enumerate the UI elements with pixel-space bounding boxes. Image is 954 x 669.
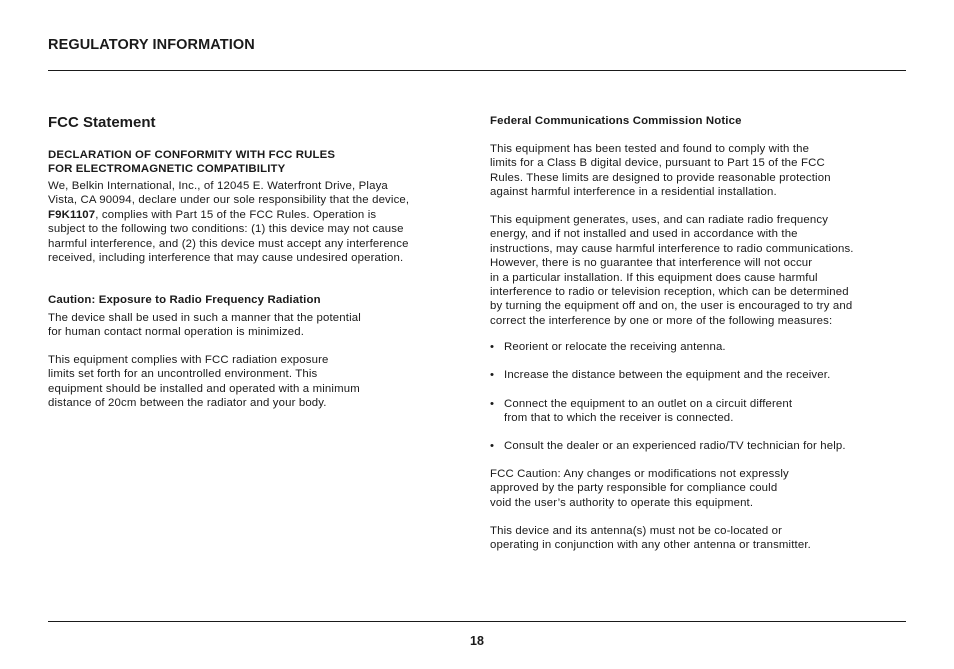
- bullet-text: Consult the dealer or an experienced radio/TV technician for help.: [504, 440, 846, 452]
- declaration-line-2: Vista, CA 90094, declare under our sole responsibility that the device,: [48, 194, 410, 207]
- bullet-text: Reorient or relocate the receiving antenna.: [504, 341, 726, 353]
- footer-divider: [48, 621, 906, 622]
- bullet-icon: •: [490, 341, 495, 353]
- notice-paragraph-2: This equipment generates, uses, and can radiate radio frequency energy, and if not installed and used in accordance with the instructions, may cause harmful interference to radio communications. However, there is no guarantee that interference will not occur in a particular installation. If this equipment does cause harmful interference to radio or television reception, which can be determined by turning the equipment off and on, the user is encouraged to try and correct the interference by one or more of the following measures:: [490, 214, 854, 327]
- bullet-text: Increase the distance between the equipment and the receiver.: [504, 369, 831, 381]
- declaration-rest: subject to the following two conditions: (1) this device may not cause harmful interference, and (2) this device must accept any interference received, including interference that may cause undesired operation.: [48, 223, 409, 264]
- notice-heading: Federal Communications Commission Notice: [490, 115, 742, 127]
- device-model: F9K1107: [48, 208, 96, 221]
- header-divider: [48, 70, 906, 71]
- bullet-text: Connect the equipment to an outlet on a circuit different from that to which the receiver is connected.: [504, 398, 793, 425]
- declaration-line-1: We, Belkin International, Inc., of 12045 E. Waterfront Drive, Playa: [48, 180, 388, 192]
- colocation-paragraph: This device and its antenna(s) must not be co-located or operating in conjunction with any other antenna or transmitter.: [490, 525, 811, 552]
- page-number: 18: [470, 634, 484, 648]
- bullet-icon: •: [490, 369, 495, 381]
- notice-paragraph-1: This equipment has been tested and found to comply with the limits for a Class B digital device, pursuant to Part 15 of the FCC Rules. These limits are designed to provide reasonable protection against harmful interference in a residential installation.: [490, 143, 831, 199]
- caution-heading: Caution: Exposure to Radio Frequency Radiation: [48, 294, 321, 306]
- section-title: FCC Statement: [48, 114, 156, 131]
- caution-paragraph-1: The device shall be used in such a manner that the potential for human contact normal operation is minimized.: [48, 312, 361, 339]
- page-header-title: REGULATORY INFORMATION: [48, 37, 255, 53]
- fcc-caution-paragraph: FCC Caution: Any changes or modifications not expressly approved by the party responsible for compliance could void the user’s authority to operate this equipment.: [490, 468, 789, 509]
- declaration-line-3-rest: , complies with Part 15 of the FCC Rules. Operation is: [95, 208, 377, 221]
- declaration-heading: DECLARATION OF CONFORMITY WITH FCC RULES FOR ELECTROMAGNETIC COMPATIBILITY: [48, 149, 336, 176]
- caution-paragraph-2: This equipment complies with FCC radiation exposure limits set forth for an uncontrolled environment. This equipment should be installed and operated with a minimum distance of 20cm between the radiator and your body.: [48, 354, 360, 410]
- bullet-icon: •: [490, 440, 495, 452]
- bullet-icon: •: [490, 398, 495, 410]
- declaration-line-3: [48, 208, 376, 222]
